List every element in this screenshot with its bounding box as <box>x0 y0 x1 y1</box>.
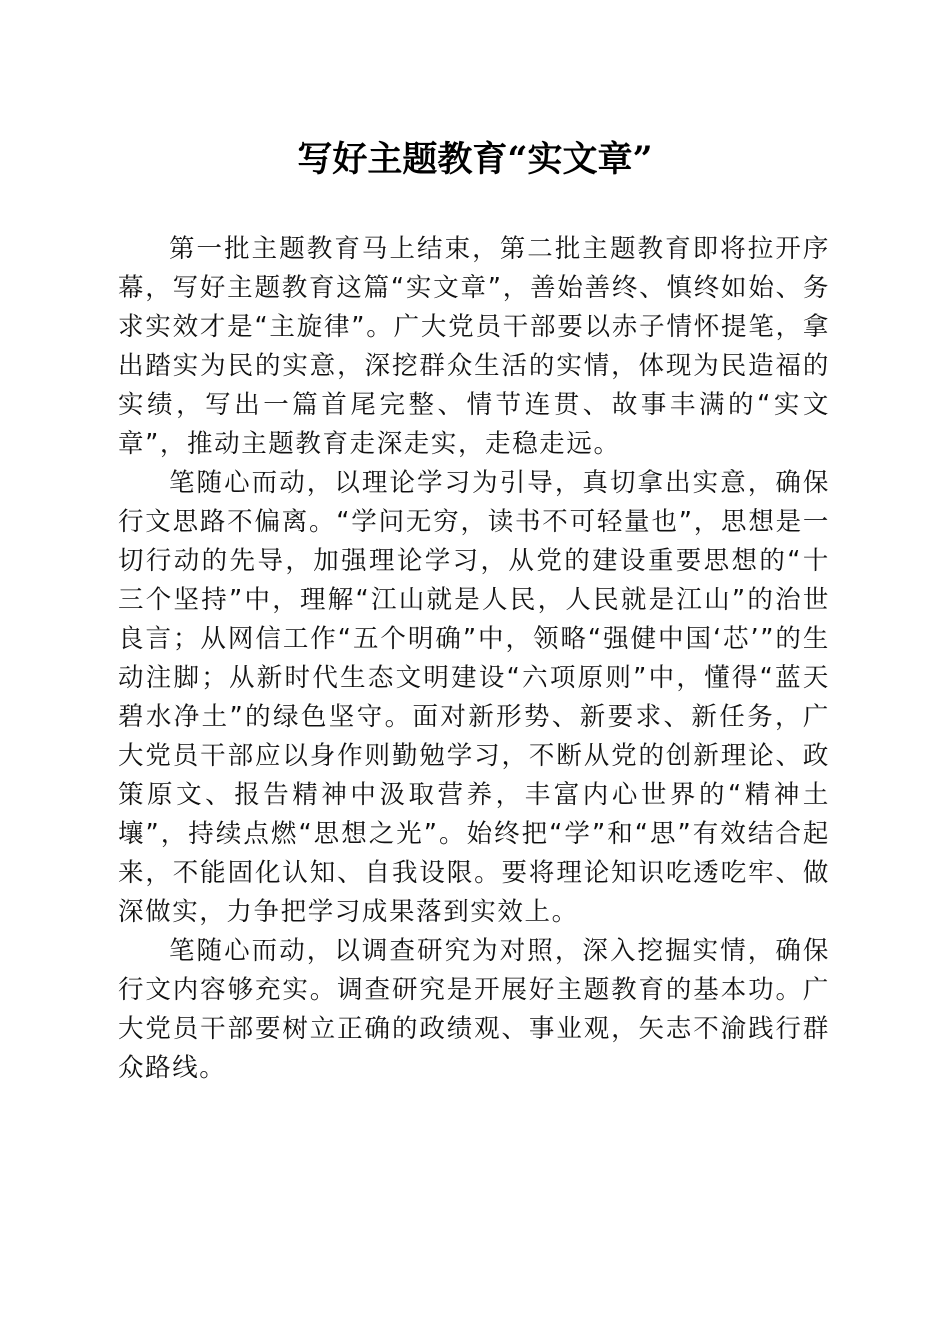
paragraph-2: 笔随心而动，以理论学习为引导，真切拿出实意，确保行文思路不偏离。“学问无穷，读书不可轻量也”，思想是一切行动的先导，加强理论学习，从党的建设重要思想的“十三个坚持”中，理解“江山就是人民，人民就是江山”的治世良言；从网信工作“五个明确”中，领略“强健中国‘芯’”的生动注脚；从新时代生态文明建设“六项原则”中，懂得“蓝天碧水净土”的绿色坚守。面对新形势、新要求、新任务，广大党员干部应以身作则勤勉学习，不断从党的创新理论、政策原文、报告精神中汲取营养，丰富内心世界的“精神土壤”，持续点燃“思想之光”。始终把“学”和“思”有效结合起来，不能固化认知、自我设限。要将理论知识吃透吃牢、做深做实，力争把学习成果落到实效上。 <box>118 468 830 927</box>
paragraph-3: 笔随心而动，以调查研究为对照，深入挖掘实情，确保行文内容够充实。调查研究是开展好主题教育的基本功。广大党员干部要树立正确的政绩观、事业观，矢志不渝践行群众路线。 <box>118 936 830 1083</box>
paragraph-1: 第一批主题教育马上结束，第二批主题教育即将拉开序幕，写好主题教育这篇“实文章”，善始善终、慎终如始、务求实效才是“主旋律”。广大党员干部要以赤子情怀提笔，拿出踏实为民的实意，深挖群众生活的实情，体现为民造福的实绩，写出一篇首尾完整、情节连贯、故事丰满的“实文章”，推动主题教育走深走实，走稳走远。 <box>118 234 830 459</box>
document-title: 写好主题教育“实文章” <box>297 139 653 180</box>
document-body <box>118 230 830 1088</box>
